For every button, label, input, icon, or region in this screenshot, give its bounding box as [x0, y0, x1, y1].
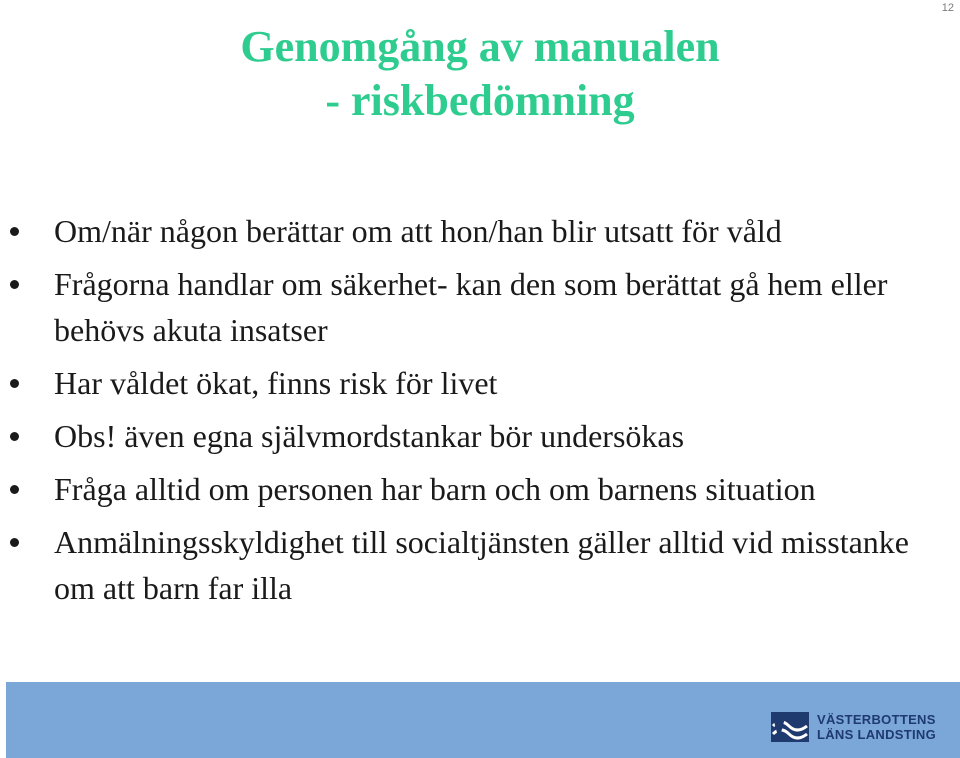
list-item [0, 413, 940, 459]
title-line-1: Genomgång av manualen [240, 22, 720, 71]
bullet-text: Anmälningsskyldighet till socialtjänsten gäller alltid vid misstanke om att barn far illa [54, 524, 909, 606]
list-item [0, 360, 940, 406]
logo-line-2: LÄNS LANDSTING [816, 727, 936, 742]
bullet-text: Om/när någon berättar om att hon/han blir utsatt för våld [54, 213, 782, 249]
list-item [0, 466, 844, 512]
logo-text [817, 712, 936, 742]
bullet-text: Obs! även egna självmordstankar bör undersökas [54, 418, 685, 454]
title-line-2: - riskbedömning [325, 76, 635, 125]
bullet-icon [10, 432, 19, 441]
list-item [0, 519, 940, 611]
bullet-icon [10, 379, 19, 388]
county-council-logo-icon [771, 712, 809, 742]
logo-line-1: VÄSTERBOTTENS [816, 712, 936, 727]
list-item [0, 208, 940, 254]
bullet-text: Fråga alltid om personen har barn och om barnens situation [54, 471, 816, 507]
list-item [0, 261, 924, 353]
bullet-icon [10, 538, 19, 547]
page-title [0, 20, 960, 128]
bullet-icon [10, 227, 19, 236]
page-number: 12 [941, 2, 954, 14]
bullet-text: Har våldet ökat, finns risk för livet [54, 365, 498, 401]
bullet-text: Frågorna handlar om säkerhet- kan den som berättat gå hem eller behövs akuta insatser [54, 266, 888, 348]
bullet-icon [10, 280, 19, 289]
bullet-list [0, 208, 940, 618]
logo [771, 712, 936, 742]
bullet-icon [10, 485, 19, 494]
